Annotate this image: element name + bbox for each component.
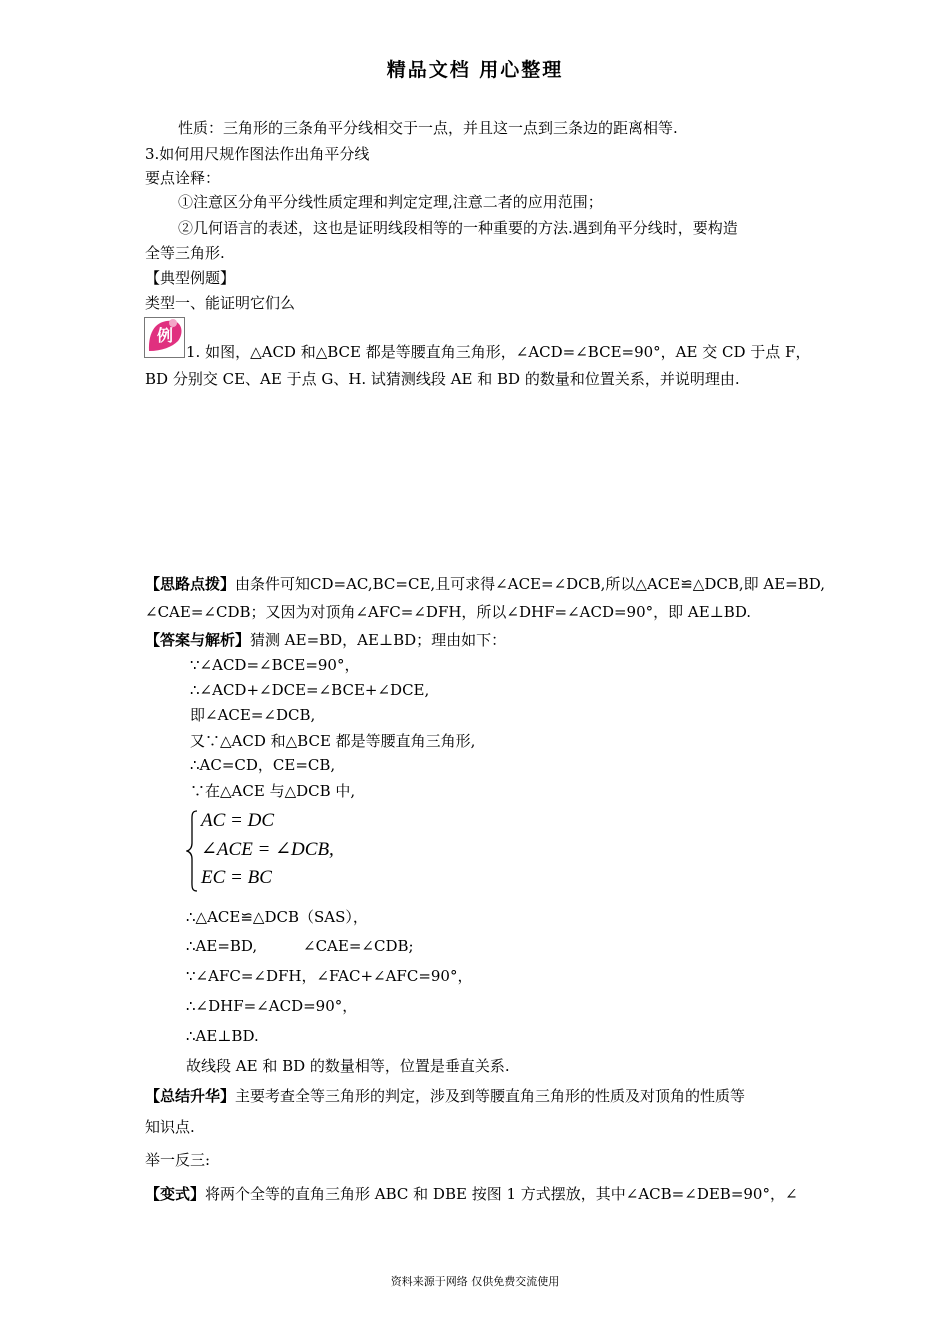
page-header: 精品文档 用心整理 (386, 59, 564, 81)
proof-step-8: ∴AE=BD, (186, 937, 258, 955)
key-point-2-cont: 全等三角形. (145, 244, 225, 262)
example-1-question: 1. 如图，△ACD 和△BCE 都是等腰直角三角形，∠ACD=∠BCE=90°，AE 交 CD 于点 F， (186, 343, 811, 361)
answer-text: 猜测 AE=BD，AE⊥BD；理由如下： (250, 631, 507, 649)
thinking-hint (145, 574, 825, 594)
key-points-title: 要点诠释： (145, 169, 221, 187)
answer-analysis (145, 630, 506, 650)
key-point-2: ②几何语言的表述，这也是证明线段相等的一种重要的方法.遇到角平分线时，要构造 (178, 219, 738, 237)
proof-step-5: ∴AC=CD，CE=CB, (190, 756, 336, 774)
system-brace (186, 810, 198, 896)
thinking-hint-tag: 【思路点拨】 (145, 575, 236, 593)
equation-1: AC = DC (201, 810, 274, 831)
summary (145, 1086, 745, 1106)
variant-text: 将两个全等的直角三角形 ABC 和 DBE 按图 1 方式摆放，其中∠ACB=∠DEB=90°，∠ (205, 1185, 798, 1203)
answer-tag: 【答案与解析】 (145, 631, 251, 649)
example-1-question-cont: BD 分别交 CE、AE 于点 G、H. 试猜测线段 AE 和 BD 的数量和位置关系，并说明理由. (145, 370, 740, 388)
proof-step-11: ∴AE⊥BD. (186, 1027, 259, 1045)
example-badge-glyph: 例 (156, 326, 174, 345)
variant-question (145, 1184, 798, 1204)
proof-step-1: ∵∠ACD=∠BCE=90°， (190, 656, 360, 674)
proof-step-2: ∴∠ACD+∠DCE=∠BCE+∠DCE, (190, 681, 430, 699)
property-line: 性质：三角形的三条角平分线相交于一点，并且这一点到三条边的距离相等. (178, 119, 678, 137)
summary-cont: 知识点. (145, 1118, 195, 1136)
proof-step-3: 即∠ACE=∠DCB, (190, 706, 316, 724)
variant-tag: 【变式】 (145, 1185, 206, 1203)
proof-step-8b: ∠CAE=∠CDB; (303, 937, 414, 955)
key-point-1: ①注意区分角平分线性质定理和判定定理,注意二者的应用范围； (178, 193, 603, 211)
equation-3: EC = BC (201, 867, 272, 888)
section-3-title: 3.如何用尺规作图法作出角平分线 (145, 145, 370, 163)
proof-conclusion: 故线段 AE 和 BD 的数量相等，位置是垂直关系. (186, 1057, 510, 1075)
typical-examples-heading: 【典型例题】 (145, 269, 236, 287)
proof-step-7: ∴△ACE≌△DCB（SAS）， (186, 908, 368, 926)
thinking-hint-text: 由条件可知CD=AC,BC=CE,且可求得∠ACE=∠DCB,所以△ACE≌△DCB,即 AE=BD, (235, 575, 826, 593)
thinking-hint-cont: ∠CAE=∠CDB；又因为对顶角∠AFC=∠DFH，所以∠DHF=∠ACD=90°，即 AE⊥BD. (145, 603, 752, 621)
practice-heading: 举一反三: (145, 1151, 211, 1169)
type-one-heading: 类型一、能证明它们么 (145, 294, 296, 312)
summary-tag: 【总结升华】 (145, 1087, 236, 1105)
proof-step-4: 又∵△ACD 和△BCE 都是等腰直角三角形, (190, 732, 476, 750)
proof-step-10: ∴∠DHF=∠ACD=90°， (186, 997, 358, 1015)
equation-2: ∠ACE = ∠DCB, (201, 839, 334, 860)
summary-text: 主要考查全等三角形的判定，涉及到等腰直角三角形的性质及对顶角的性质等 (235, 1087, 746, 1105)
page-footer: 资料来源于网络 仅供免费交流使用 (390, 1275, 560, 1288)
proof-step-9: ∵∠AFC=∠DFH，∠FAC+∠AFC=90°， (186, 967, 473, 985)
example-badge-icon (144, 317, 185, 358)
proof-step-6: ∵在△ACE 与△DCB 中, (190, 782, 356, 800)
